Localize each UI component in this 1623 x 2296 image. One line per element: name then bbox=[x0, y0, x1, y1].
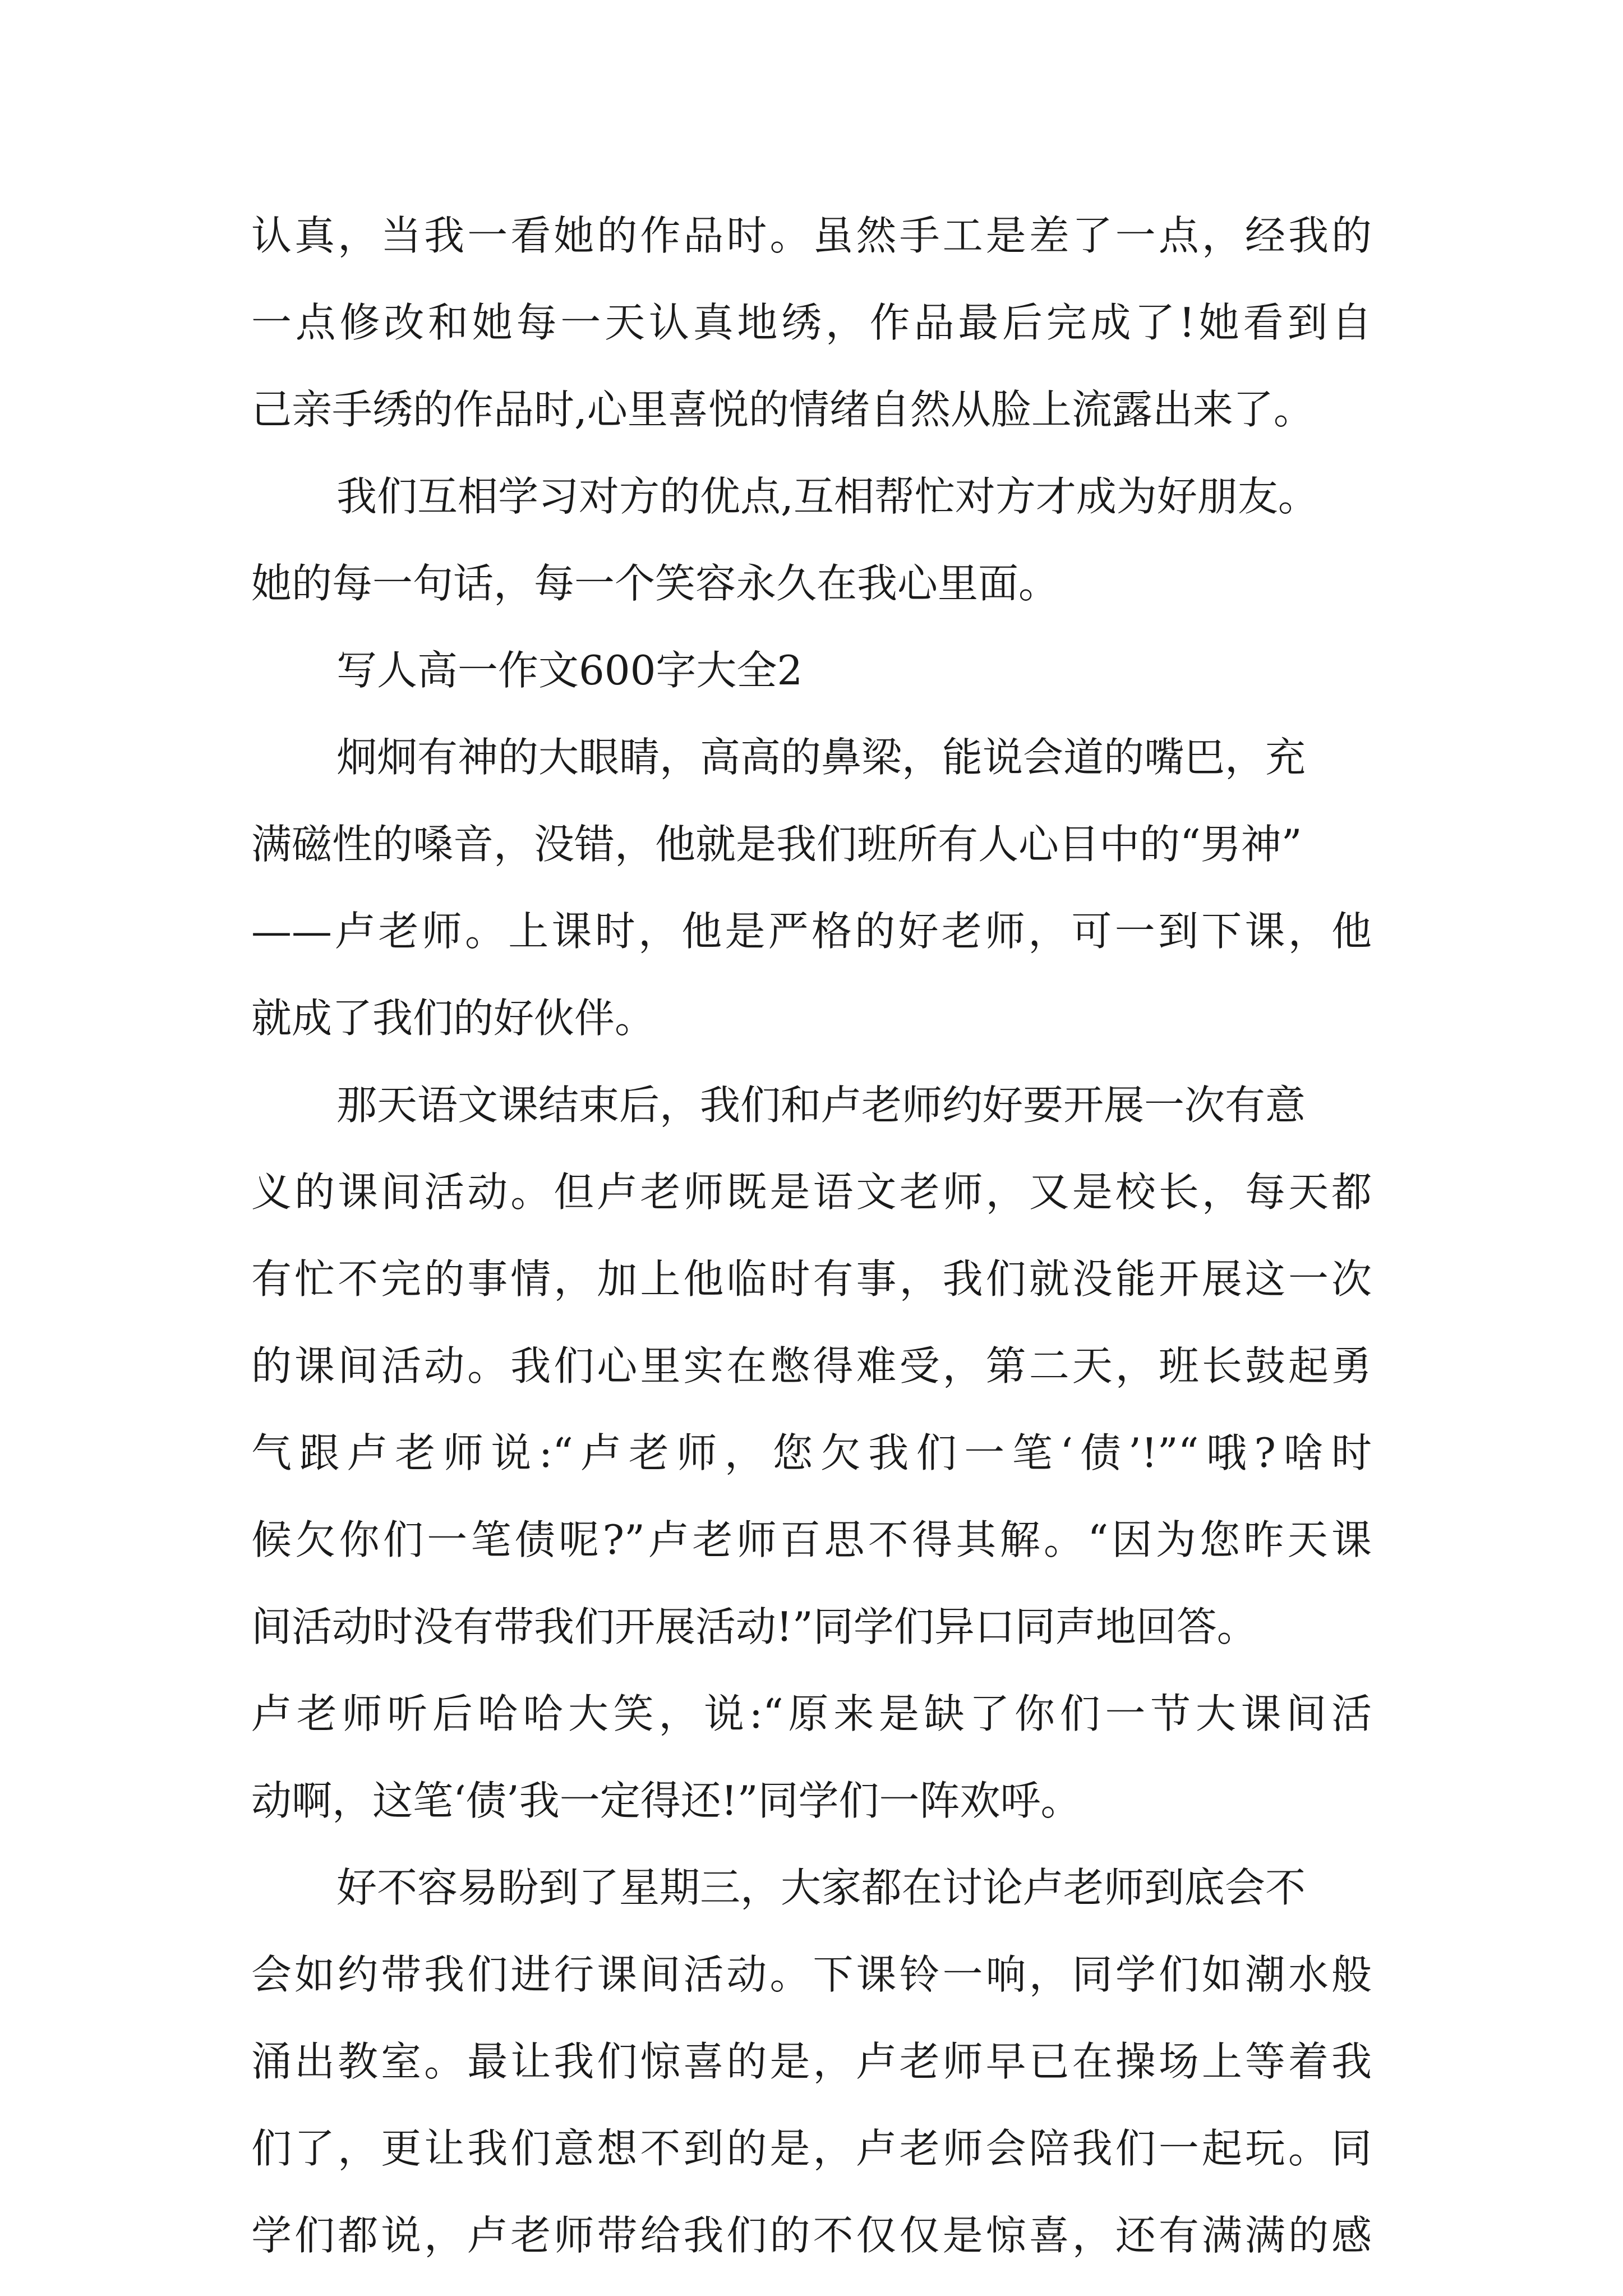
text-line: 她的每一句话，每一个笑容永久在我心里面。 bbox=[251, 560, 1059, 607]
text-line: 间活动时没有带我们开展活动!”同学们异口同声地回答。 bbox=[251, 1603, 1257, 1650]
text-line: 气跟卢老师说:“卢老师，您欠我们一笔‘债’!”“哦?啥时 bbox=[251, 1429, 1372, 1476]
text-line: 学们都说，卢老师带给我们的不仅仅是惊喜，还有满满的感 bbox=[251, 2212, 1372, 2259]
heading-line: 写人高一作文600字大全2 bbox=[336, 647, 803, 694]
text-line: 们了，更让我们意想不到的是，卢老师会陪我们一起玩。同 bbox=[251, 2125, 1372, 2172]
text-line: 好不容易盼到了星期三，大家都在讨论卢老师到底会不 bbox=[336, 1864, 1306, 1911]
text-line: 动啊，这笔‘债’我一定得还!”同学们一阵欢呼。 bbox=[251, 1777, 1081, 1824]
text-line: 卢老师听后哈哈大笑，说:“原来是缺了你们一节大课间活 bbox=[251, 1690, 1372, 1737]
text-line: 候欠你们一笔债呢?”卢老师百思不得其解。“因为您昨天课 bbox=[251, 1516, 1372, 1563]
text-line: 就成了我们的好伙伴。 bbox=[251, 995, 656, 1042]
text-line: 的课间活动。我们心里实在憋得难受，第二天，班长鼓起勇 bbox=[251, 1342, 1372, 1389]
text-line: 有忙不完的事情，加上他临时有事，我们就没能开展这一次 bbox=[251, 1255, 1372, 1303]
text-line: 炯炯有神的大眼睛，高高的鼻梁，能说会道的嘴巴，充 bbox=[336, 734, 1306, 781]
text-line: 我们互相学习对方的优点,互相帮忙对方才成为好朋友。 bbox=[336, 473, 1318, 520]
text-line: 会如约带我们进行课间活动。下课铃一响，同学们如潮水般 bbox=[251, 1951, 1372, 1998]
text-line: 满磁性的嗓音，没错，他就是我们班所有人心目中的“男神” bbox=[251, 821, 1302, 868]
text-line: 一点修改和她每一天认真地绣，作品最后完成了!她看到自 bbox=[251, 299, 1372, 346]
text-line: 认真，当我一看她的作品时。虽然手工是差了一点，经我的 bbox=[251, 212, 1372, 259]
text-line: 涌出教室。最让我们惊喜的是，卢老师早已在操场上等着我 bbox=[251, 2038, 1372, 2085]
text-line: 那天语文课结束后，我们和卢老师约好要开展一次有意 bbox=[336, 1082, 1306, 1129]
text-line: ——卢老师。上课时，他是严格的好老师，可一到下课，他 bbox=[251, 908, 1372, 955]
text-line: 义的课间活动。但卢老师既是语文老师，又是校长，每天都 bbox=[251, 1168, 1372, 1216]
text-line: 己亲手绣的作品时,心里喜悦的情绪自然从脸上流露出来了。 bbox=[251, 386, 1314, 433]
